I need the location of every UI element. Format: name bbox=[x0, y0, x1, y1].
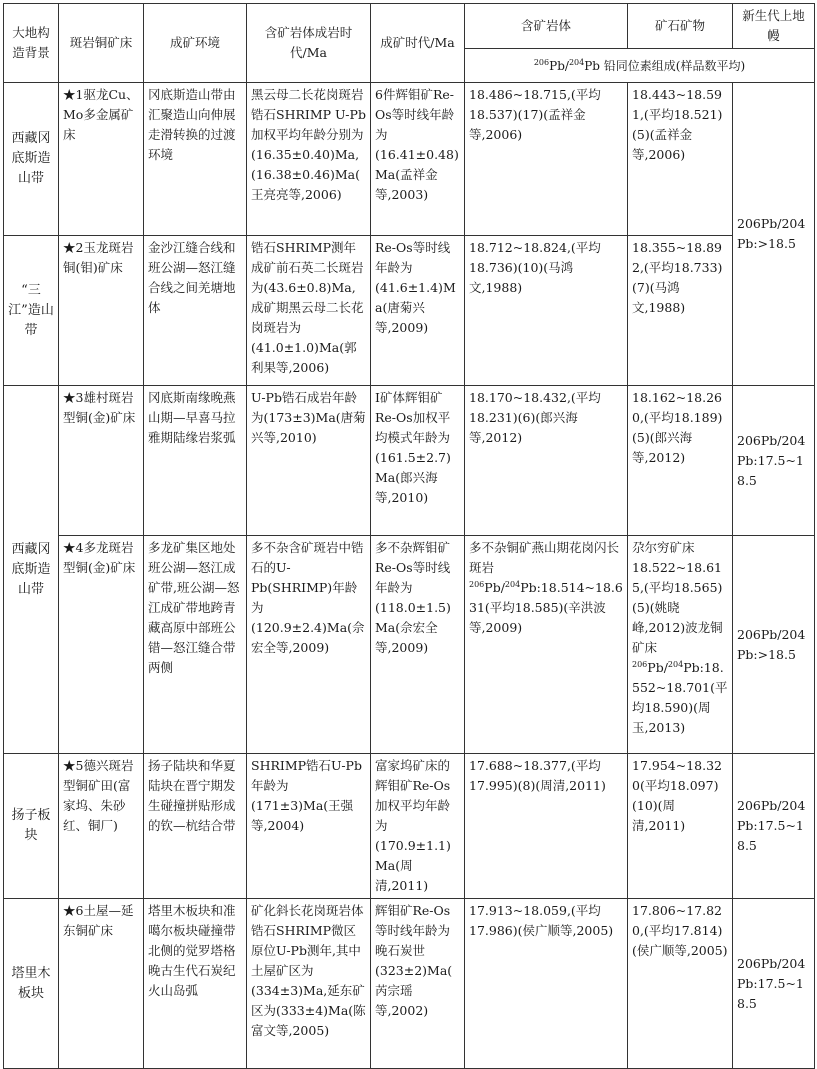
header-deposit: 斑岩铜矿床 bbox=[59, 4, 144, 83]
table-row bbox=[4, 536, 815, 754]
rock-age-cell: 多不杂含矿斑岩中锆石的U-Pb(SHRIMP)年龄为(120.9±2.4)Ma(佘宏全等,2009) bbox=[247, 536, 371, 754]
header-tectonic: 大地构造背景 bbox=[4, 4, 59, 83]
rock-pb-cell: 多不杂铜矿燕山期花岗闪长斑岩$^{206}$Pb/$^{204}$Pb:18.514~18.631(平均18.585)(辛洪波等,2009) bbox=[465, 536, 628, 754]
mantle-cell: 206Pb/204Pb:17.5~18.5 bbox=[733, 899, 815, 1069]
header-rock-age: 含矿岩体成岩时代/Ma bbox=[247, 4, 371, 83]
deposit-cell: ★3雄村斑岩型铜(金)矿床 bbox=[59, 386, 144, 536]
environment-cell: 冈底斯南缘晚燕山期—早喜马拉雅期陆缘岩浆弧 bbox=[144, 386, 247, 536]
deposit-cell: ★1驱龙Cu、Mo多金属矿床 bbox=[59, 83, 144, 236]
header-ore-mineral: 矿石矿物 bbox=[628, 4, 733, 49]
mantle-cell: 206Pb/204Pb:17.5~18.5 bbox=[733, 386, 815, 536]
rock-age-cell: 矿化斜长花岗斑岩体锆石SHRIMP微区原位U-Pb测年,其中土屋矿区为(334±3)Ma,延东矿区为(333±4)Ma(陈富文等,2005) bbox=[247, 899, 371, 1069]
rock-pb-cell: 18.170~18.432,(平均18.231)(6)(郎兴海等,2012) bbox=[465, 386, 628, 536]
mantle-cell: 206Pb/204Pb:>18.5 bbox=[733, 536, 815, 754]
environment-cell: 塔里木板块和准噶尔板块碰撞带北侧的觉罗塔格晚古生代石炭纪火山岛弧 bbox=[144, 899, 247, 1069]
rock-age-cell: U-Pb锆石成岩年龄为(173±3)Ma(唐菊兴等,2010) bbox=[247, 386, 371, 536]
table-row bbox=[4, 899, 815, 1069]
table-row bbox=[4, 386, 815, 536]
environment-cell: 金沙江缝合线和班公湖—怒江缝合线之间羌塘地体 bbox=[144, 236, 247, 386]
table-row bbox=[4, 236, 815, 386]
rock-pb-cell: 18.712~18.824,(平均18.736)(10)(马鸿文,1988) bbox=[465, 236, 628, 386]
ore-age-cell: 6件辉钼矿Re-Os等时线年龄为(16.41±0.48)Ma(孟祥金等,2003) bbox=[371, 83, 465, 236]
ore-age-cell: 辉钼矿Re-Os等时线年龄为晚石炭世(323±2)Ma(芮宗瑶等,2002) bbox=[371, 899, 465, 1069]
deposit-cell: ★4多龙斑岩型铜(金)矿床 bbox=[59, 536, 144, 754]
ore-age-cell: 多不杂辉钼矿Re-Os等时线年龄为(118.0±1.5)Ma(佘宏全等,2009) bbox=[371, 536, 465, 754]
header-ore-age: 成矿时代/Ma bbox=[371, 4, 465, 83]
rock-age-cell: 黑云母二长花岗斑岩锆石SHRIMP U-Pb加权平均年龄分别为(16.35±0.40)Ma,(16.38±0.46)Ma(王亮亮等,2006) bbox=[247, 83, 371, 236]
region-cell: “三江”造山带 bbox=[4, 236, 59, 386]
region-cell: 西藏冈底斯造山带 bbox=[4, 83, 59, 236]
rock-pb-cell: 17.688~18.377,(平均17.995)(8)(周清,2011) bbox=[465, 754, 628, 899]
ore-age-cell: I矿体辉钼矿Re-Os加权平均模式年龄为(161.5±2.7)Ma(郎兴海等,2010) bbox=[371, 386, 465, 536]
header-mantle: 新生代上地幔 bbox=[733, 4, 815, 49]
deposit-cell: ★2玉龙斑岩铜(钼)矿床 bbox=[59, 236, 144, 386]
rock-pb-cell: 17.913~18.059,(平均17.986)(侯广顺等,2005) bbox=[465, 899, 628, 1069]
ore-age-cell: 富家坞矿床的辉钼矿Re-Os加权平均年龄为(170.9±1.1)Ma(周清,2011) bbox=[371, 754, 465, 899]
header-environment: 成矿环境 bbox=[144, 4, 247, 83]
deposit-cell: ★6土屋—延东铜矿床 bbox=[59, 899, 144, 1069]
header-ore-rock: 含矿岩体 bbox=[465, 4, 628, 49]
table-row bbox=[4, 83, 815, 236]
ore-age-cell: Re-Os等时线年龄为(41.6±1.4)Ma(唐菊兴等,2009) bbox=[371, 236, 465, 386]
header-isotope: $^{206}$Pb/$^{204}$Pb 铅同位素组成(样品数平均) bbox=[465, 49, 815, 83]
environment-cell: 多龙矿集区地处班公湖—怒江成矿带,班公湖—怒江成矿带地跨青藏高原中部班公错—怒江缝合带两侧 bbox=[144, 536, 247, 754]
environment-cell: 扬子陆块和华夏陆块在晋宁期发生碰撞拼贴形成的钦—杭结合带 bbox=[144, 754, 247, 899]
ore-pb-cell: 18.443~18.591,(平均18.521)(5)(孟祥金等,2006) bbox=[628, 83, 733, 236]
deposit-cell: ★5德兴斑岩型铜矿田(富家坞、朱砂红、铜厂) bbox=[59, 754, 144, 899]
rock-age-cell: 锆石SHRIMP测年成矿前石英二长斑岩为(43.6±0.8)Ma,成矿期黑云母二长花岗斑岩为(41.0±1.0)Ma(郭利果等,2006) bbox=[247, 236, 371, 386]
ore-pb-cell: 17.806~17.820,(平均17.814)(侯广顺等,2005) bbox=[628, 899, 733, 1069]
mantle-cell: 206Pb/204Pb:>18.5 bbox=[733, 83, 815, 386]
rock-pb-cell: 18.486~18.715,(平均18.537)(17)(孟祥金等,2006) bbox=[465, 83, 628, 236]
ore-pb-cell: 17.954~18.320(平均18.097)(10)(周清,2011) bbox=[628, 754, 733, 899]
ore-pb-cell: 18.355~18.892,(平均18.733)(7)(马鸿文,1988) bbox=[628, 236, 733, 386]
rock-age-cell: SHRIMP锆石U-Pb年龄为(171±3)Ma(王强等,2004) bbox=[247, 754, 371, 899]
environment-cell: 冈底斯造山带由汇聚造山向伸展走滑转换的过渡环境 bbox=[144, 83, 247, 236]
ore-pb-cell: 18.162~18.260,(平均18.189)(5)(郎兴海等,2012) bbox=[628, 386, 733, 536]
deposit-table bbox=[3, 3, 815, 1069]
mantle-cell: 206Pb/204Pb:17.5~18.5 bbox=[733, 754, 815, 899]
table-row bbox=[4, 754, 815, 899]
region-cell: 扬子板块 bbox=[4, 754, 59, 899]
region-cell: 塔里木板块 bbox=[4, 899, 59, 1069]
region-cell: 西藏冈底斯造山带 bbox=[4, 386, 59, 754]
ore-pb-cell: 尕尔穷矿床18.522~18.615,(平均18.565)(5)(姚晓峰,2012)波龙铜矿床$^{206}$Pb/$^{204}$Pb:18.552~18.701(平均18.590)(周玉,2013) bbox=[628, 536, 733, 754]
